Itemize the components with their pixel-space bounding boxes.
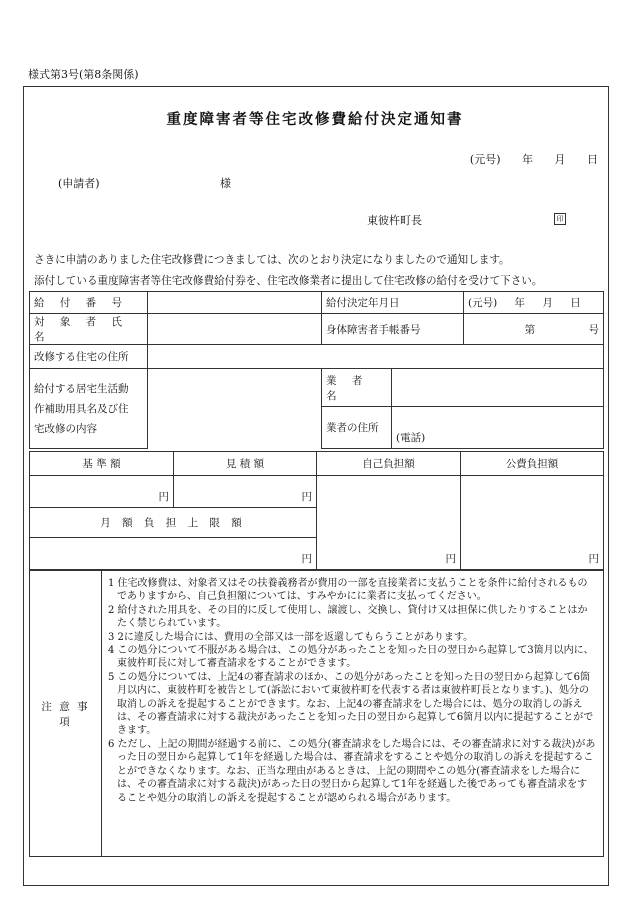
note-item-2: 2 給付された用具を、その目的に反して使用し、譲渡し、交換し、貸付け又は担保に供したりすることはかたく禁じられています。 (108, 604, 588, 630)
standard-amount-header: 基 準 額 (30, 452, 174, 476)
address-label: 改修する住宅の住所 (30, 345, 148, 369)
applicant-label: (申請者) (58, 177, 100, 190)
phone-label: (電話) (396, 432, 426, 444)
estimate-amount-yen: 円 (174, 476, 317, 508)
contents-value (148, 369, 322, 449)
payment-number-label: 給 付 番 号 (30, 292, 148, 314)
subject-name-label: 対 象 者 氏 名 (30, 314, 148, 345)
contents-label-line-1: 給付する居宅生活動 (34, 383, 129, 395)
subject-name-value (148, 314, 322, 345)
notes-table (29, 570, 604, 857)
note-item-4: 4 この処分について不服がある場合は、この処分があったことを知った日の翌日から起算して3箇月以内に、東彼杵町長に対して審査請求をすることができます。 (108, 645, 594, 670)
document-title: 重度障害者等住宅改修費給付決定通知書 (166, 111, 464, 128)
self-pay-yen: 円 (317, 476, 461, 570)
notes-content (102, 571, 604, 857)
standard-amount-yen: 円 (30, 476, 174, 508)
note-item-3: 3 2に違反した場合には、費用の全部又は一部を返還してもらうことがあります。 (108, 631, 474, 643)
monthly-cap-label: 月 額 負 担 上 限 額 (30, 508, 317, 538)
honorific: 様 (220, 177, 231, 190)
issuer-name: 東彼杵町長 (367, 214, 422, 227)
contents-label-line-2: 作補助用具名及び住 (34, 403, 129, 415)
self-pay-header: 自己負担額 (317, 452, 461, 476)
contents-label (30, 369, 148, 449)
issue-date: (元号) 年 月 日 (469, 153, 598, 166)
decision-date-label: 給付決定年月日 (322, 292, 464, 314)
seal-icon: 印 (554, 213, 566, 225)
vendor-address-label: 業者の住所 (322, 407, 392, 449)
monthly-cap-yen: 円 (30, 538, 317, 570)
estimate-amount-header: 見 積 額 (174, 452, 317, 476)
info-table (29, 291, 604, 449)
vendor-address-value (392, 407, 604, 449)
decision-date-value: (元号) 年 月 日 (464, 292, 604, 314)
public-pay-header: 公費負担額 (461, 452, 604, 476)
vendor-name-value (392, 369, 604, 407)
note-item-5: 5 この処分については、上記4の審査請求のほか、この処分があったことを知った日の翌日から起算して6箇月以内に、東彼杵町を被告として(訴訟において東彼杵町を代表する者は東彼杵町長となります。)、処分の取消しの訴えを提起することができます。なお、上記4の審査請求をした場合には、処分の取消しの訴えは、その審査請求に対する裁決があったことを知った日の翌日から起算して6箇月以内に提起することができます。 (108, 671, 594, 737)
payment-number-value (148, 292, 322, 314)
contents-label-line-3: 宅改修の内容 (34, 423, 97, 435)
handbook-number-value: 第 号 (464, 314, 604, 345)
handbook-number-label: 身体障害者手帳番号 (322, 314, 464, 345)
intro-line-1: さきに申請のありました住宅改修費につきましては、次のとおり決定になりましたので通知します。 (34, 254, 510, 266)
note-item-6: 6 ただし、上記の期間が経過する前に、この処分(審査請求をした場合には、その審査請求に対する裁決)があった日の翌日から起算して1年を経過した場合は、審査請求をすることや処分の取消しの訴えを提起することができなくなります。なお、正当な理由があるときは、上記の期間やこの処分(審査請求をした場合には、その審査請求に対する裁決)があった日の翌日から起算して1年を経過した後であっても審査請求をすることや処分の取消しの訴えを提起することが認められる場合があります。 (108, 738, 596, 804)
form-number-label: 様式第3号(第8条関係) (28, 68, 139, 81)
address-value (148, 345, 604, 369)
public-pay-yen: 円 (461, 476, 604, 570)
amounts-table (29, 451, 604, 570)
vendor-name-label: 業 者 名 (322, 369, 392, 407)
note-item-1: 1 住宅改修費は、対象者又はその扶養義務者が費用の一部を直接業者に支払うことを条件に給付されるものでありますから、自己負担額については、すみやかにに業者に支払ってください。 (108, 578, 588, 603)
intro-line-2: 添付している重度障害者等住宅改修費給付券を、住宅改修業者に提出して住宅改修の給付を受けて下さい。 (34, 275, 543, 287)
notes-label: 注 意 事 項 (30, 571, 102, 857)
